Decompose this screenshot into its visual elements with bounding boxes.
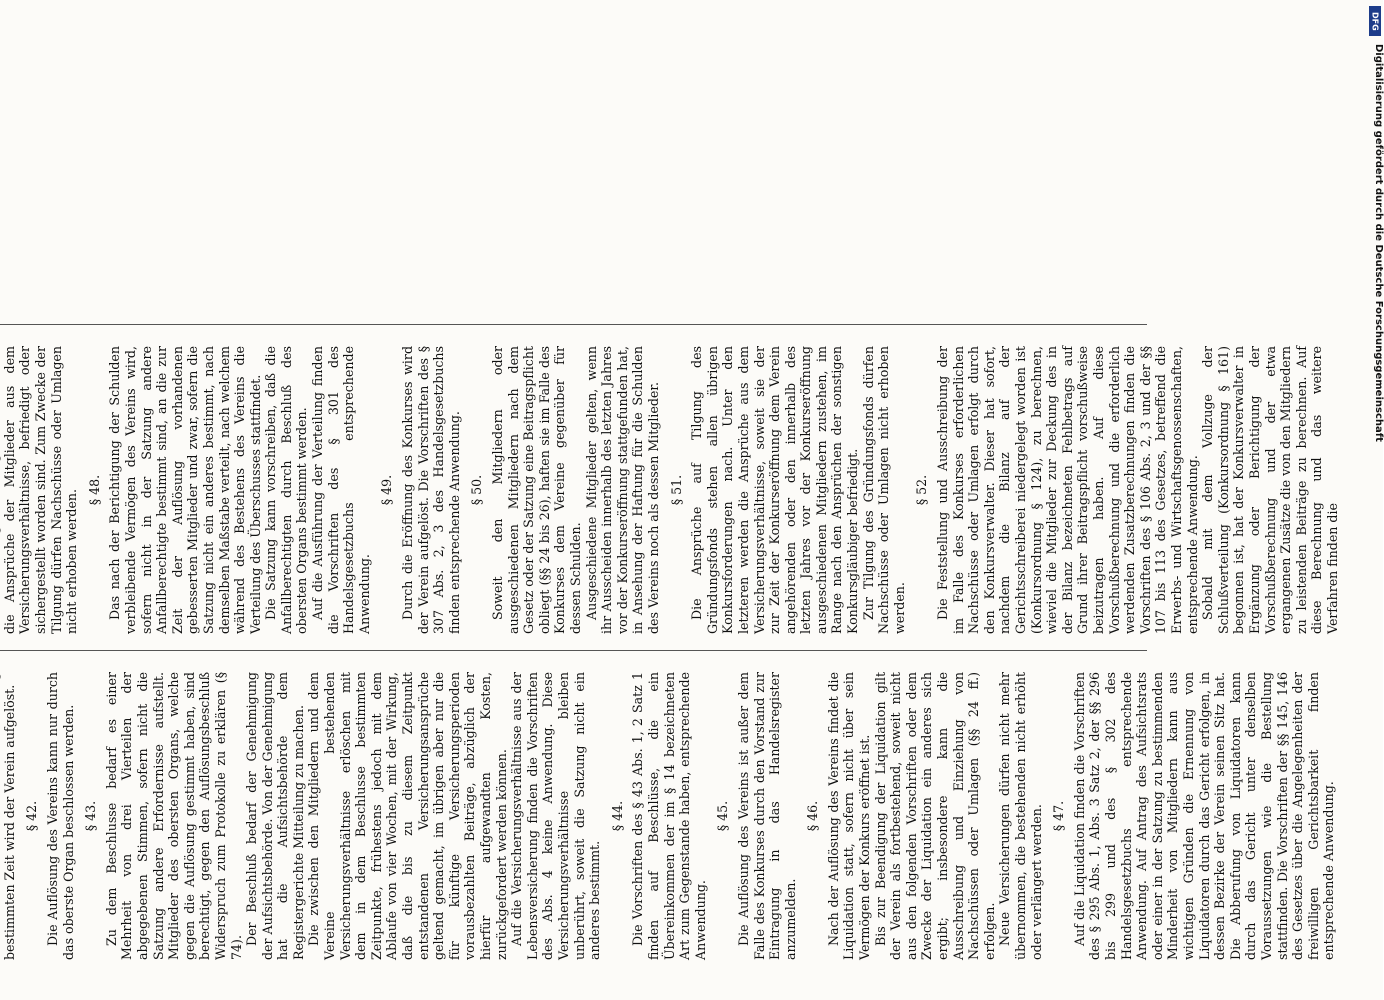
section-heading: § 49. — [379, 474, 395, 506]
paragraph: bestimmten Zeit wird der Verein aufgelöst. — [1, 684, 17, 960]
section-heading: § 44. — [609, 800, 625, 832]
section-heading: § 51. — [668, 474, 684, 506]
paragraph: Die Satzung kann vorschreiben, daß die Anfallberechtigten durch Beschluß des obersten Organs bestimmt werden. — [263, 346, 310, 634]
paragraph: Soweit den Mitgliedern oder ausgeschiedenen Mitgliedern nach dem Gesetz oder der Satzung eine Beitragspflicht obliegt (§§ 24 bis 26), haften sie im Falle des Konkurses dem Vereine gegenüber für dessen Schulden. — [490, 346, 583, 634]
paragraph: Zu dem Beschlusse bedarf es einer Mehrheit von drei Vierteilen der abgegebenen Stimmen, sofern nicht die Satzung andere Erfordernisse aufstellt. Mitglieder des obersten Organs, welche gegen die Auflösung gestimmt haben, sind berechtigt, gegen den Auflösungsbeschluß Widerspruch zum Protokolle zu erklären (§ 74). — [103, 672, 244, 960]
digitization-note: Digitalisierung gefördert durch die Deutsche Forschungsgemeinschaft — [1373, 44, 1384, 442]
text-column-1 — [0, 671, 1337, 960]
section-heading: § 48. — [86, 474, 102, 506]
column-rule — [0, 324, 1147, 325]
paragraph: Die Feststellung und Ausschreibung der im Falle des Konkurses erforderlichen Nachschüsse oder Umlagen erfolgt durch den Konkursverwalter. Dieser hat sofort, nachdem die Bilanz auf der Gerichtsschreiberei niedergelegt worden ist (Konkursordnung § 124), zu berechnen, wieviel die Mitglieder zur Deckung des in der Bilanz bezeichneten Fehlbetrags auf Grund ihrer Beitragspflicht vorschußweise beizutragen haben. Auf diese Vorschußberechnung und die erforderlich werdenden Zusatzberechnungen finden die Vorschriften des § 106 Abs. 2, 3 und der §§ 107 bis 113 des Gesetzes, betreffend die Erwerbs- und Wirtschaftsgenossenschaften, entsprechende Anwendung. — [935, 346, 1200, 634]
text-column-3 — [0, 20, 1145, 308]
document-page — [0, 20, 1340, 960]
section-heading: § 42. — [24, 800, 40, 832]
paragraph: Der Beschluß bedarf der Genehmigung der Aufsichtsbehörde. Von der Genehmigung hat die Aufsichtsbehörde dem Registergerichte Mitteilung zu machen. — [244, 671, 306, 960]
section-heading: § 46. — [805, 800, 821, 832]
paragraph: Durch die Eröffnung des Konkurses wird der Verein aufgelöst. Die Vorschriften des § 307 Abs. 2, 3 des Handelsgesetzbuchs finden entsprechende Anwendung. — [400, 346, 462, 634]
section-heading: § 47. — [1051, 800, 1067, 832]
paragraph: Die Auflösung des Vereins kann nur durch das oberste Organ beschlossen werden. — [44, 672, 76, 960]
section-heading: § 50. — [469, 474, 485, 506]
section-heading: § 43. — [83, 800, 99, 832]
paragraph: Die Vorschriften des § 43 Abs. 1, 2 Satz 1 finden auf Beschlüsse, die ein Übereinkommen der im § 14 bezeichneten Art zum Gegenstande haben, entsprechende Anwendung. — [630, 672, 708, 960]
paragraph: Ausgeschiedene Mitglieder gelten, wenn ihr Ausscheiden innerhalb des letzten Jahres vor der Konkurseröffnung stattgefunden hat, in Ansehung der Haftung für die Schulden des Vereins noch als dessen Mitglieder. — [583, 346, 661, 634]
dfg-logo — [1369, 6, 1381, 36]
paragraph: Die Auflösung des Vereins ist außer dem Falle des Konkurses durch den Vorstand zur Eintragung in das Handelsregister anzumelden. — [735, 672, 798, 960]
paragraph: Auf die Versicherungsverhältnisse aus der Lebensversicherung finden die Vorschriften des Abs. 4 keine Anwendung. Diese Versicherungsverhältnisse bleiben unberührt, soweit die Satzung nicht ein anderes bestimmt. — [509, 672, 603, 960]
paragraph: Auf die Liquidation finden die Vorschriften des § 295 Abs. 1, Abs. 3 Satz 2, der §§ 296 bis 299 und des § 302 des Handelsgesetzbuchs entsprechende Anwendung. Auf Antrag des Aufsichtsrats oder einer in der Satzung zu bestimmenden Minderheit von Mitgliedern kann aus wichtigen Gründen die Ernennung von Liquidatoren durch das Gericht erfolgen, in dessen Bezirke der Verein seinen Sitz hat. Die Abberufung von Liquidatoren kann durch das Gericht unter denselben Voraussetzungen wie die Bestellung stattfinden. Die Vorschriften der §§ 145, 146 des Gesetzes über die Angelegenheiten der freiwilligen Gerichtsbarkeit finden entsprechende Anwendung. — [1071, 672, 1337, 960]
paragraph: Zur Tilgung des Gründungsfonds dürfen Nachschüsse oder Umlagen nicht erhoben werden. — [860, 346, 907, 634]
paragraph: Das nach der Berichtigung der Schulden verbleibende Vermögen des Vereins wird, sofern nicht in der Satzung andere Anfallberechtigte bestimmt sind, an die zur Zeit der Auflösung vorhandenen gebesserten Mitglieder und zwar, sofern die Satzung nicht ein anderes bestimmt, nach demselben Maßstabe verteilt, nach welchem während des Bestehens des Vereins die Verteilung des Überschusses stattfindet. — [107, 346, 263, 634]
text-column-2 — [0, 346, 1340, 634]
column-rule — [0, 650, 1147, 651]
paragraph: Sobald mit dem Vollzuge der Schlußverteilung (Konkursordnung § 161) begonnen ist, hat der Konkursverwalter in Ergänzung oder Berichtigung der Vorschußberechnung und der etwa ergangenen Zusätze die von den Mitgliedern zu leistenden Beiträge zu berechnen. Auf diese Berechnung und das weitere Verfahren finden die — [1200, 346, 1340, 634]
dfg-logo-text: DFG — [1370, 11, 1380, 31]
paragraph: Neue Versicherungen dürfen nicht mehr übernommen, die bestehenden nicht erhöht oder verlängert werden. — [997, 672, 1044, 960]
paragraph: Die zwischen den Mitgliedern und dem Vereine bestehenden Versicherungsverhältnisse erlöschen mit dem in dem Beschlusse bestimmten Zeitpunkte, frühestens jedoch mit dem Ablaufe von vier Wochen, mit der Wirkung, daß die bis zu diesem Zeitpunkt entstandenen Versicherungsansprüche geltend gemacht, im übrigen aber nur die für künftige Versicherungsperioden vorausbezahlten Beiträge, abzüglich der hierfür aufgewandten Kosten, zurückgefordert werden können. — [306, 672, 509, 960]
paragraph: Nach der Auflösung des Vereins findet die Liquidation statt, sofern nicht über sein Vermögen der Konkurs eröffnet ist. — [825, 672, 873, 960]
paragraph: Auf die Ausführung der Verteilung finden die Vorschriften des § 301 des Handelsgesetzbuchs entsprechende Anwendung. — [310, 346, 372, 634]
section-heading: § 45. — [715, 800, 731, 832]
paragraph: Die Ansprüche auf Tilgung des Gründungsfonds stehen allen übrigen Konkursforderungen nach. Unter den letzteren werden die Ansprüche aus dem Versicherungsverhältnisse, soweit sie der zur Zeit der Konkurseröffnung dem Verein angehörenden oder den innerhalb des letzten Jahres vor der Konkurseröffnung ausgeschiedenen Mitgliedern zustehen, im Range nach den Ansprüchen der sonstigen Konkursgläubiger befriedigt. — [689, 346, 861, 634]
paragraph: Bis zur Beendigung der Liquidation gilt der Verein als fortbestehend, soweit nicht aus den folgenden Vorschriften oder dem Zwecke der Liquidation ein anderes sich ergibt; insbesondere kann die Ausschreibung und Einziehung von Nachschüssen oder Umlagen (§§ 24 ff.) erfolgen. — [872, 672, 997, 960]
paragraph: die Ansprüche der Mitglieder aus dem Versicherungsverhältnisse, befriedigt oder sichergestellt worden sind. Zum Zwecke der Tilgung dürfen Nachschüsse oder Umlagen nicht erhoben werden. — [1, 346, 80, 634]
section-heading: § 52. — [914, 474, 930, 506]
